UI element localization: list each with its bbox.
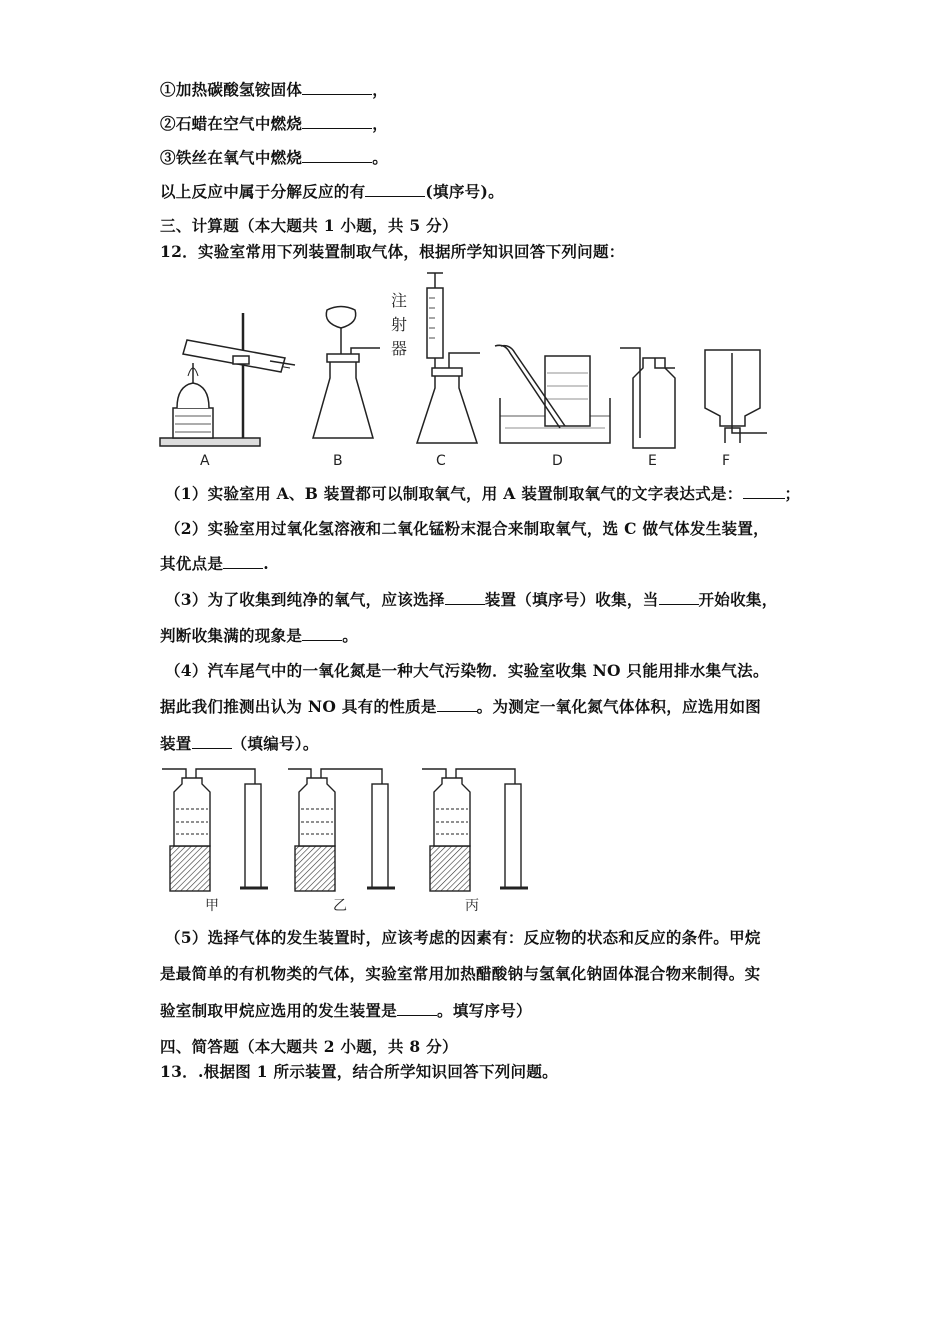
- apparatus-yi: [288, 769, 395, 891]
- apparatus-d: [495, 345, 610, 443]
- q11-summary: 以上反应中属于分解反应的有 (填序号)。: [160, 182, 504, 201]
- figure-label: D: [552, 453, 563, 469]
- apparatus-jia: [162, 769, 268, 891]
- answer-blank[interactable]: [223, 554, 263, 569]
- answer-blank[interactable]: [302, 114, 372, 129]
- q12-part-2: （2）实验室用过氧化氢溶液和二氧化锰粉末混合来制取氧气，选 C 做气体发生装置，: [165, 519, 769, 538]
- figure-label: 丙: [465, 898, 479, 914]
- figure-label: 乙: [333, 898, 347, 914]
- section-3-heading: 三、计算题（本大题共 1 小题，共 5 分）: [160, 216, 458, 235]
- q12-part-3: （3）为了收集到纯净的氧气，应该选择 装置（填序号）收集，当 开始收集，: [165, 590, 778, 609]
- answer-blank[interactable]: [302, 148, 372, 163]
- q12-part-4: （4）汽车尾气中的一氧化氮是一种大气污染物．实验室收集 NO 只能用排水集气法。: [165, 661, 769, 680]
- answer-blank[interactable]: [743, 484, 785, 499]
- q12-part-5: （5）选择气体的发生装置时，应该考虑的因素有：反应物的状态和反应的条件。甲烷: [165, 928, 761, 947]
- q11-item-3: ③铁丝在氧气中燃烧 。: [160, 148, 389, 167]
- section-4-heading: 四、简答题（本大题共 2 小题，共 8 分）: [160, 1037, 458, 1056]
- figure-label: 甲: [205, 898, 219, 914]
- figure-label: C: [436, 453, 446, 469]
- syringe-label: 射: [391, 315, 408, 334]
- answer-blank[interactable]: [302, 626, 342, 641]
- q13-stem: 13．.根据图 1 所示装置，结合所学知识回答下列问题。: [160, 1062, 558, 1081]
- apparatus-c: [417, 273, 480, 443]
- q12-part-1: （1）实验室用 A、B 装置都可以制取氧气，用 A 装置制取氧气的文字表达式是： ；: [165, 484, 801, 503]
- figure-label: A: [200, 453, 210, 469]
- figure-label: E: [648, 453, 657, 469]
- answer-blank[interactable]: [302, 80, 372, 95]
- syringe-label: 注: [391, 291, 408, 310]
- apparatus-figure-2: [160, 764, 540, 914]
- apparatus-b: [313, 307, 380, 439]
- answer-blank[interactable]: [397, 1001, 437, 1016]
- answer-blank[interactable]: [192, 734, 232, 749]
- q11-item-2: ②石蜡在空气中燃烧 ，: [160, 114, 389, 133]
- answer-blank[interactable]: [659, 590, 699, 605]
- q12-part-4-cont: 据此我们推测出认为 NO 具有的性质是 。为测定一氧化氮气体体积，应选用如图: [160, 697, 762, 716]
- q12-part-5-cont: 是最简单的有机物类的气体，实验室常用加热醋酸钠与氢氧化钠固体混合物来制得。实: [160, 964, 761, 983]
- q12-part-3-cont: 判断收集满的现象是 。: [160, 626, 359, 645]
- apparatus-e: [620, 348, 675, 448]
- q12-part-5-cont2: 验室制取甲烷应选用的发生装置是 。填写序号）: [160, 1001, 532, 1020]
- q12-part-2-cont: 其优点是 .: [160, 554, 269, 573]
- figure-label: B: [333, 453, 343, 469]
- apparatus-a: [160, 313, 295, 446]
- q12-stem: 12．实验室常用下列装置制取气体，根据所学知识回答下列问题：: [160, 242, 625, 261]
- apparatus-figure-1: [155, 268, 795, 473]
- answer-blank[interactable]: [365, 182, 425, 197]
- apparatus-f: [705, 350, 767, 443]
- apparatus-bing: [422, 769, 528, 891]
- q11-item-1: ①加热碳酸氢铵固体 ，: [160, 80, 389, 99]
- figure-label: F: [722, 453, 731, 469]
- syringe-label: 器: [391, 339, 408, 358]
- answer-blank[interactable]: [445, 590, 485, 605]
- answer-blank[interactable]: [437, 697, 477, 712]
- q12-part-4-cont2: 装置 （填编号）。: [160, 734, 319, 753]
